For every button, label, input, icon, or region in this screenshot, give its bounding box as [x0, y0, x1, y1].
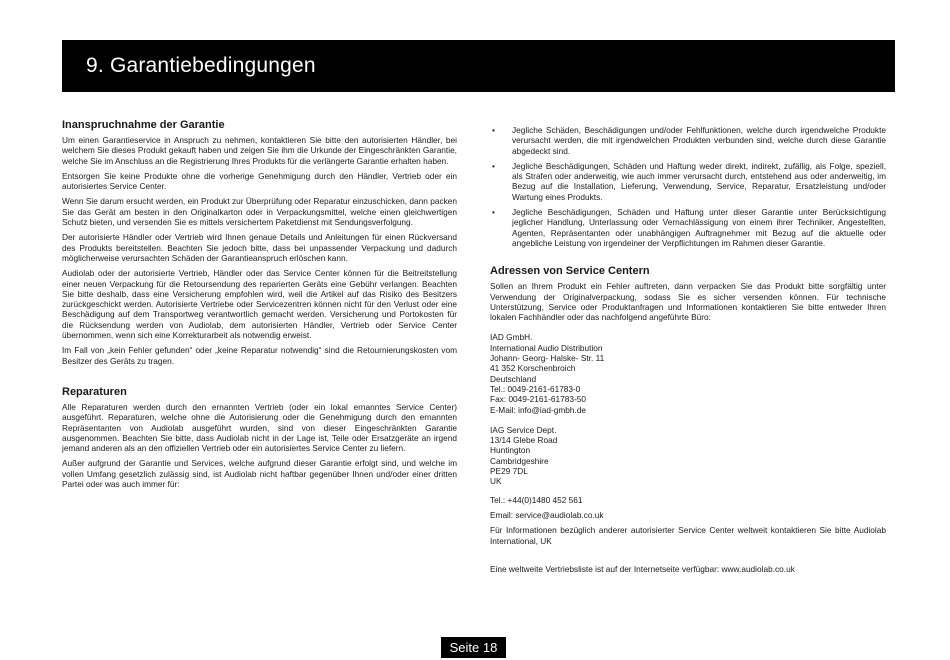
section-heading-garantie: Inanspruchnahme der Garantie [62, 119, 225, 131]
list-item-text: Jegliche Schäden, Beschädigungen und/oder Fehlfunktionen, welche durch irgendwelche Produkte verursacht werden, die mit irgendwelchen Produkten verbunden sind, welche durch diese Garantie abgedeckt sind. [512, 125, 886, 156]
address-line: Cambridgeshire [490, 455, 549, 466]
email-text: Email: service@audiolab.co.uk [490, 509, 604, 520]
page-number-label: Seite 18 [441, 637, 506, 658]
right-column [490, 125, 886, 579]
paragraph: Für Informationen bezüglich anderer autorisierter Service Center weltweit kontaktieren Sie bitte Audiolab International, UK [490, 525, 886, 546]
list-item [490, 207, 886, 248]
address-line: Fax: 0049-2161-61783-50 [490, 394, 586, 405]
paragraph: Alle Reparaturen werden durch den ernannten Vertrieb (oder ein lokal ernanntes Service Center) ausgeführt. Reparaturen, welche ohne die Autorisierung oder die Genehmigung durch den ernannten Repräsentanten von Audiolab ausgeführt wurden, sind von dieser Eingeschränkten Garantie ausgenommen. Beachten Sie bitte, dass Audiolab nicht in der Lage ist, Teile oder Ersatzgeräte an irgend jemand anderen als an den offiziellen Vertrieb oder ein autorisiertes Service Center zu liefern. [62, 401, 457, 454]
address-line: 13/14 Glebe Road [490, 435, 558, 446]
address-iad [490, 332, 886, 414]
address-line: Huntington [490, 445, 531, 456]
address-iag [490, 425, 886, 487]
paragraph: Entsorgen Sie keine Produkte ohne die vorherige Genehmigung durch den Händler, Vertrieb oder ein autorisiertes Service Center. [62, 170, 457, 192]
address-line: Tel.: 0049-2161-61783-0 [490, 383, 581, 394]
bullet-icon: • [492, 160, 495, 171]
section-heading-reparaturen: Reparaturen [62, 385, 127, 398]
list-item-text: Jegliche Beschädigungen, Schäden und Haftung unter dieser Garantie unter Berücksichtigung jeglicher Handlung, Unterlassung oder Vernachlässigung von einem ihrer Techniker, Angestellten, Agenten, Repräsentanten oder unabhängigen Auftragnehmer mit Bezug auf die aktuelle oder angebliche Leistung von irgendeiner der Verpflichtungen im Rahmen dieser Garantie. [512, 207, 886, 248]
address-line: IAD GmbH. [490, 332, 533, 343]
paragraph: Außer aufgrund der Garantie und Services, welche aufgrund dieser Garantie erfolgt sind, und welche im vollen Umfang gesetzlich zulässig sind, ist Audiolab nicht haftbar gegenüber Ihnen und/oder einer dritten Partei oder was auch immer für: [62, 458, 457, 490]
list-item [490, 125, 886, 156]
phone-text: Tel.: +44(0)1480 452 561 [490, 494, 583, 505]
bullet-icon: • [492, 125, 495, 135]
bullet-icon: • [492, 207, 495, 218]
distributor-note: Eine weltweite Vertriebsliste ist auf der Internetseite verfügbar: www.audiolab.co.uk [490, 563, 795, 574]
address-line: Johann- Georg- Halske- Str. 11 [490, 353, 605, 364]
paragraph: Der autorisierte Händler oder Vertrieb wird Ihnen genaue Details und Anleitungen für einen Rückversand des Produkts bereitstellen. Beachten Sie jedoch bitte, dass bei unpassender Verpackung und dadurch möglicherweise verursachten Schäden der Garantieanspruch erlöschen kann. [62, 232, 457, 263]
paragraph: Sollen an Ihrem Produkt ein Fehler auftreten, dann verpacken Sie das Produkt bitte sorgfältig unter Verwendung der Originalverpackung, sodass Sie es sicher versenden können. Für technische Unterstützung, Service oder Produktanfragen und Informationen kontaktieren Sie bitte entweder Ihren lokalen Fachhändler oder das nachfolgend angeführte Büro: [490, 281, 886, 323]
paragraph: Um einen Garantieservice in Anspruch zu nehmen, kontaktieren Sie bitte den autorisierten Händler, bei welchem Sie dieses Produkt gekauft haben und zeigen Sie ihm die Urkunde der Eingeschränkten Garantie, welche Sie im Anschluss an die Registrierung Ihres Produkts für die verlängerte Garantie erhalten haben. [62, 135, 457, 166]
address-line: UK [490, 476, 502, 487]
liability-list [490, 125, 886, 248]
address-line: Deutschland [490, 373, 537, 384]
address-line: International Audio Distribution [490, 342, 603, 353]
address-line: IAG Service Dept. [490, 424, 557, 435]
section-heading-service-center: Adressen von Service Centern [490, 265, 650, 278]
list-item-text: Jegliche Beschädigungen, Schäden und Haftung weder direkt, indirekt, zufällig, als Folge, speziell, als Strafen oder anderweitig, wie auch immer verursacht durch, entstehend aus oder anderweitig, im Bezug auf die Installation, Lieferung, Verwendung, Service, Reparatur, Ersatzleistung und/oder Wartung eines Produkts. [512, 160, 886, 202]
address-line: 41 352 Korschenbroich [490, 363, 576, 374]
list-item [490, 161, 886, 202]
paragraph: Wenn Sie darum ersucht werden, ein Produkt zur Überprüfung oder Reparatur einzuschicken, dann packen Sie das Gerät am besten in den Originalkarton oder in Verpackungsmittel, welche einen gleichwertigen Schutz bieten, und versenden Sie es mittels versichertem Paketdienst mit Sendungsverfolgung. [62, 196, 457, 228]
left-column [62, 118, 457, 494]
page-title: 9. Garantiebedingungen [86, 54, 316, 77]
header-bar [62, 40, 895, 92]
address-line: E-Mail: info@iad-gmbh.de [490, 404, 587, 415]
address-line: PE29 7DL [490, 466, 528, 477]
paragraph: Audiolab oder der autorisierte Vertrieb, Händler oder das Service Center können für die Beitreitstellung einer neuen Verpackung für die Retoursendung des reparierten Geräts eine Gebühr verlangen. Beachten Sie bitte deshalb, dass eine Versicherung empfohlen wird, weil die Artikel auf das Risiko des Besitzers zurückgeschickt werden. Autorisierte Vertriebe oder Servicezentren können nicht für den Verlust oder eine Beschädigung auf dem Transportweg verantwortlich gemacht werden. Versicherung und Portokosten für die Rücksendung werden von Audiolab, dem autorisierten Händler, Vertrieb oder Service Center übernommen, wenn sich eine Korrekturarbeit als notwendig erweist. [62, 268, 457, 341]
paragraph: Im Fall von „kein Fehler gefunden“ oder „keine Reparatur notwendig“ sind die Retournierungskosten vom Besitzer des Geräts zu tragen. [62, 345, 457, 366]
